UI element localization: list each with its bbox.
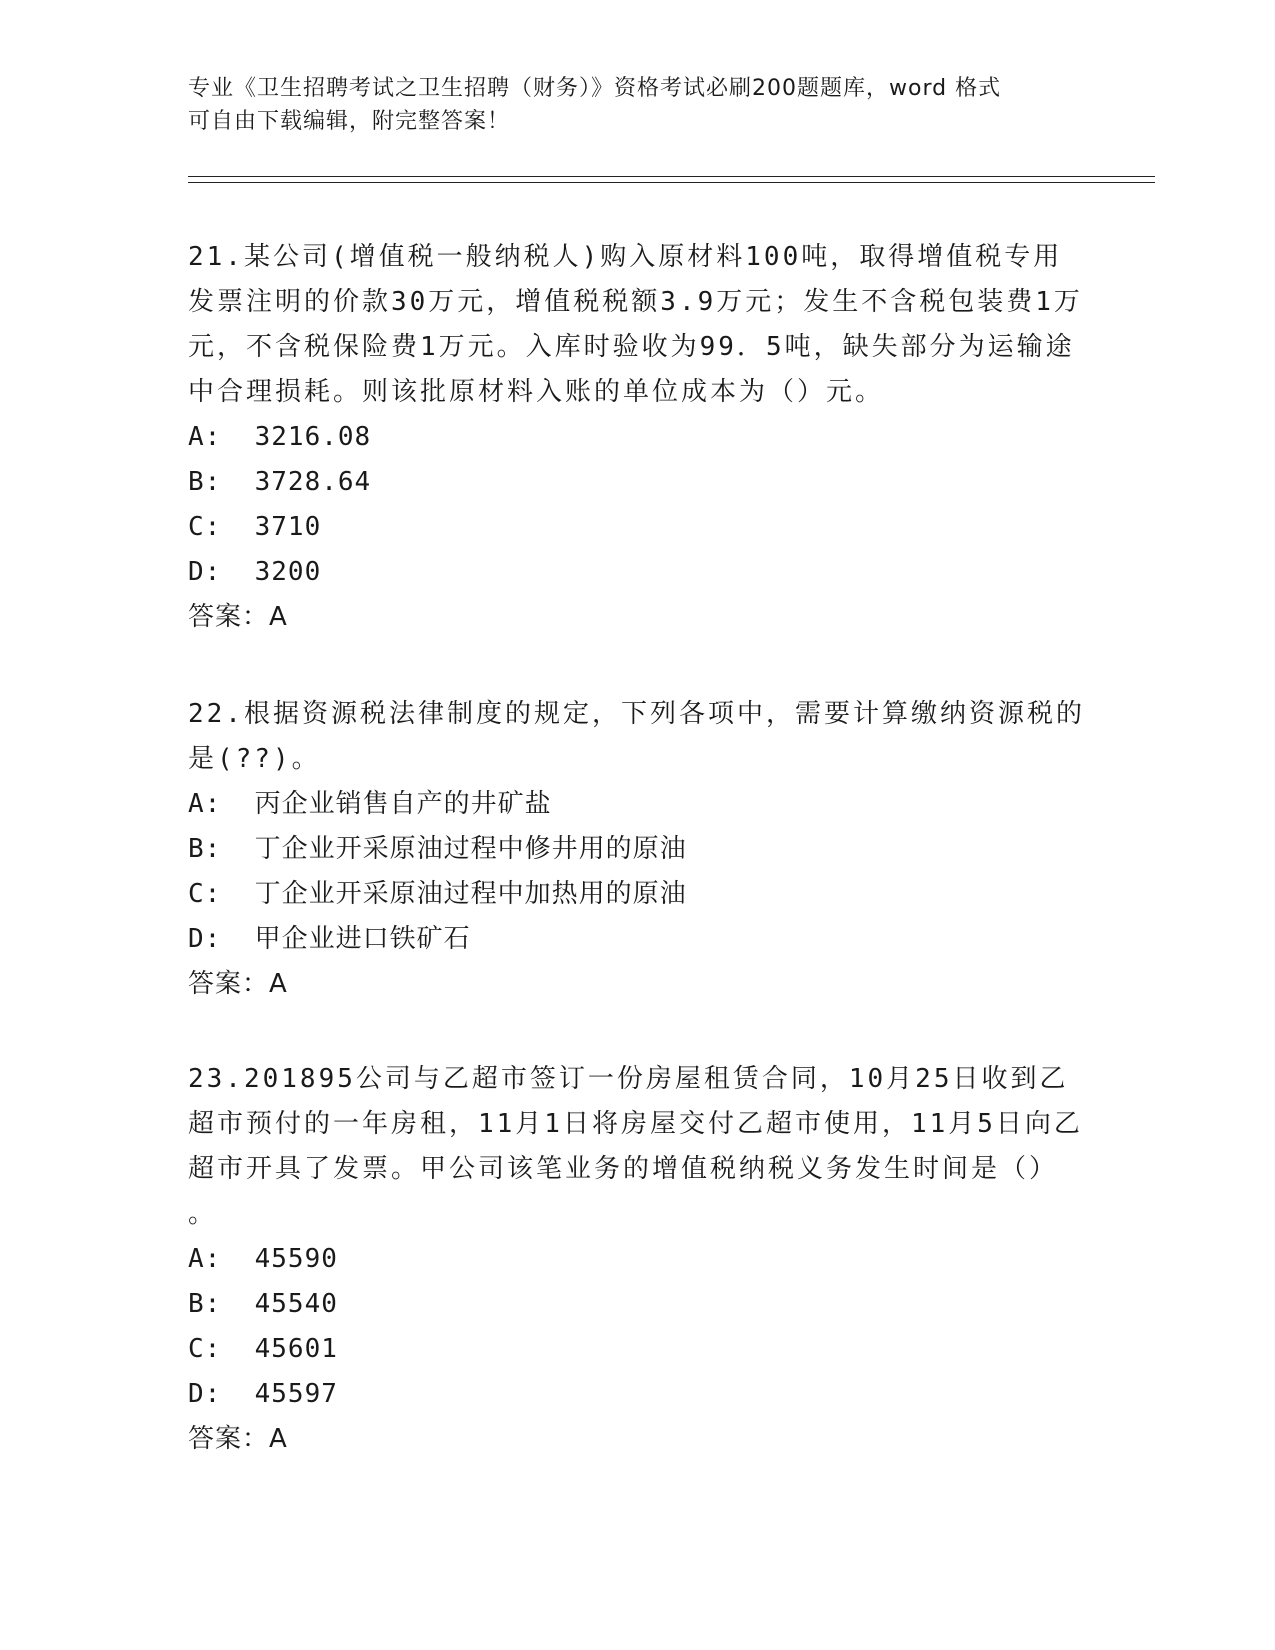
option-letter: A <box>188 422 205 452</box>
option-d: D: 3200 <box>188 557 322 587</box>
option-c: C: 3710 <box>188 512 322 542</box>
option-letter: B <box>188 834 205 864</box>
header-rule-bottom <box>188 182 1155 183</box>
option-letter: A <box>188 789 205 819</box>
question-23 <box>188 1057 1088 1462</box>
question-21 <box>188 235 1088 640</box>
option-c: C: 丁企业开采原油过程中加热用的原油 <box>188 879 687 909</box>
document-header <box>188 72 1068 138</box>
option-text: 45590 <box>254 1244 338 1274</box>
option-letter: C <box>188 512 205 542</box>
answer-line: 答案：A <box>188 1424 288 1454</box>
option-text: 丙企业销售自产的井矿盐 <box>254 789 552 819</box>
option-letter: D <box>188 924 205 954</box>
question-22 <box>188 692 1088 1007</box>
option-d: D: 甲企业进口铁矿石 <box>188 924 471 954</box>
header-line-1: 专业《卫生招聘考试之卫生招聘（财务）》资格考试必刷200题题库，word 格式 <box>188 76 1002 101</box>
option-text: 3200 <box>254 557 322 587</box>
option-text: 甲企业进口铁矿石 <box>254 924 471 954</box>
option-letter: B <box>188 1289 205 1319</box>
option-letter: B <box>188 467 205 497</box>
option-b: B: 3728.64 <box>188 467 372 497</box>
option-text: 丁企业开采原油过程中加热用的原油 <box>254 879 687 909</box>
header-rule-top <box>188 176 1155 177</box>
option-a: A: 丙企业销售自产的井矿盐 <box>188 789 552 819</box>
option-letter: C <box>188 1334 205 1364</box>
option-b: B: 45540 <box>188 1289 338 1319</box>
option-letter: D <box>188 557 205 587</box>
option-text: 45540 <box>254 1289 338 1319</box>
question-stem: 23.201895公司与乙超市签订一份房屋租赁合同，10月25日收到乙超市预付的一年房租，11月1日将房屋交付乙超市使用，11月5日向乙超市开具了发票。甲公司该笔业务的增值税纳税义务发生时间是（） 。 <box>188 1064 1083 1229</box>
answer-line: 答案：A <box>188 969 288 999</box>
question-stem: 22.根据资源税法律制度的规定，下列各项中，需要计算缴纳资源税的是(??)。 <box>188 699 1085 774</box>
option-text: 3710 <box>254 512 322 542</box>
option-a: A: 45590 <box>188 1244 338 1274</box>
option-a: A: 3216.08 <box>188 422 372 452</box>
answer-line: 答案：A <box>188 602 288 632</box>
question-stem: 21.某公司(增值税一般纳税人)购入原材料100吨，取得增值税专用发票注明的价款30万元，增值税税额3.9万元；发生不含税包装费1万元，不含税保险费1万元。入库时验收为99．5吨，缺失部分为运输途中合理损耗。则该批原材料入账的单位成本为（）元。 <box>188 242 1083 407</box>
option-text: 3728.64 <box>254 467 372 497</box>
option-letter: C <box>188 879 205 909</box>
option-letter: A <box>188 1244 205 1274</box>
option-d: D: 45597 <box>188 1379 338 1409</box>
option-b: B: 丁企业开采原油过程中修井用的原油 <box>188 834 687 864</box>
option-text: 丁企业开采原油过程中修井用的原油 <box>254 834 687 864</box>
header-line-2: 可自由下载编辑，附完整答案！ <box>188 109 511 134</box>
option-c: C: 45601 <box>188 1334 338 1364</box>
option-text: 45597 <box>254 1379 338 1409</box>
option-text: 45601 <box>254 1334 338 1364</box>
option-letter: D <box>188 1379 205 1409</box>
option-text: 3216.08 <box>254 422 372 452</box>
